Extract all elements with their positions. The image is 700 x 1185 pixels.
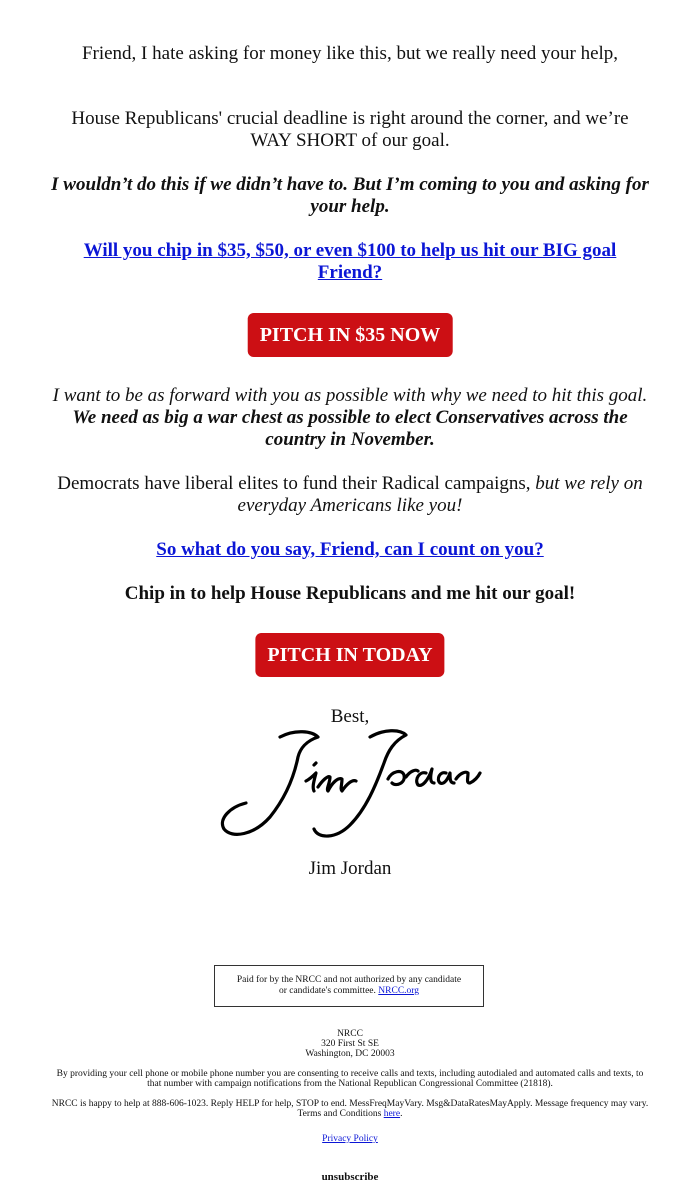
unsubscribe-link[interactable]: unsubscribe	[321, 1171, 379, 1183]
intro-paragraph: Friend, I hate asking for money like this, but we really need your help,	[81, 43, 619, 64]
help-text: NRCC is happy to help at 888-606-1023. Reply HELP for help, STOP to end. MessFreqMayVary. Msg&DataRatesMayApply. Message frequency may vary. Terms and Conditions here.	[51, 1099, 649, 1119]
privacy-policy-link[interactable]: Privacy Policy	[322, 1134, 378, 1144]
count-on-you-paragraph	[50, 539, 650, 561]
unsubscribe	[50, 1172, 650, 1182]
chip-in-link[interactable]: Will you chip in $35, $50, or even $100 to help us hit our BIG goal Friend?	[83, 240, 617, 283]
sms-consent-text: By providing your cell phone or mobile phone number you are consenting to receive calls and texts, including autodialed and automated calls and texts, to that number with campaign notifications from the National Republican Congressional Committee (21818).	[56, 1069, 644, 1089]
signature-image	[210, 725, 490, 845]
signoff: Best,	[330, 706, 370, 727]
privacy-policy	[50, 1134, 650, 1144]
mailing-address: NRCC 320 First St SE Washington, DC 20003	[305, 1029, 395, 1059]
terms-link[interactable]: here	[383, 1109, 401, 1119]
democrats-paragraph: Democrats have liberal elites to fund their Radical campaigns, but we rely on everyday Americans like you!	[57, 473, 643, 516]
chip-in-goal-paragraph: Chip in to help House Republicans and me hit our goal!	[124, 583, 576, 604]
nrcc-org-link[interactable]: NRCC.org	[378, 986, 420, 996]
signature-graphic	[210, 725, 490, 845]
count-on-you-link[interactable]: So what do you say, Friend, can I count on you?	[156, 539, 544, 560]
pitch-in-35-button[interactable]: PITCH IN $35 NOW	[248, 313, 453, 357]
paid-for-disclaimer: Paid for by the NRCC and not authorized by any candidate or candidate's committee. NRCC.org	[214, 965, 484, 1007]
appeal-paragraph: I wouldn’t do this if we didn’t have to. But I’m coming to you and asking for your help.	[51, 174, 649, 217]
signer-name: Jim Jordan	[308, 858, 392, 879]
war-chest-paragraph: I want to be as forward with you as possible with why we need to hit this goal. We need as big a war chest as possible to elect Conservatives across the country in November.	[52, 385, 648, 450]
pitch-in-today-button[interactable]: PITCH IN TODAY	[255, 633, 444, 677]
deadline-paragraph: House Republicans' crucial deadline is right around the corner, and we’re WAY SHORT of our goal.	[71, 108, 629, 151]
chip-in-link-paragraph	[50, 240, 650, 284]
